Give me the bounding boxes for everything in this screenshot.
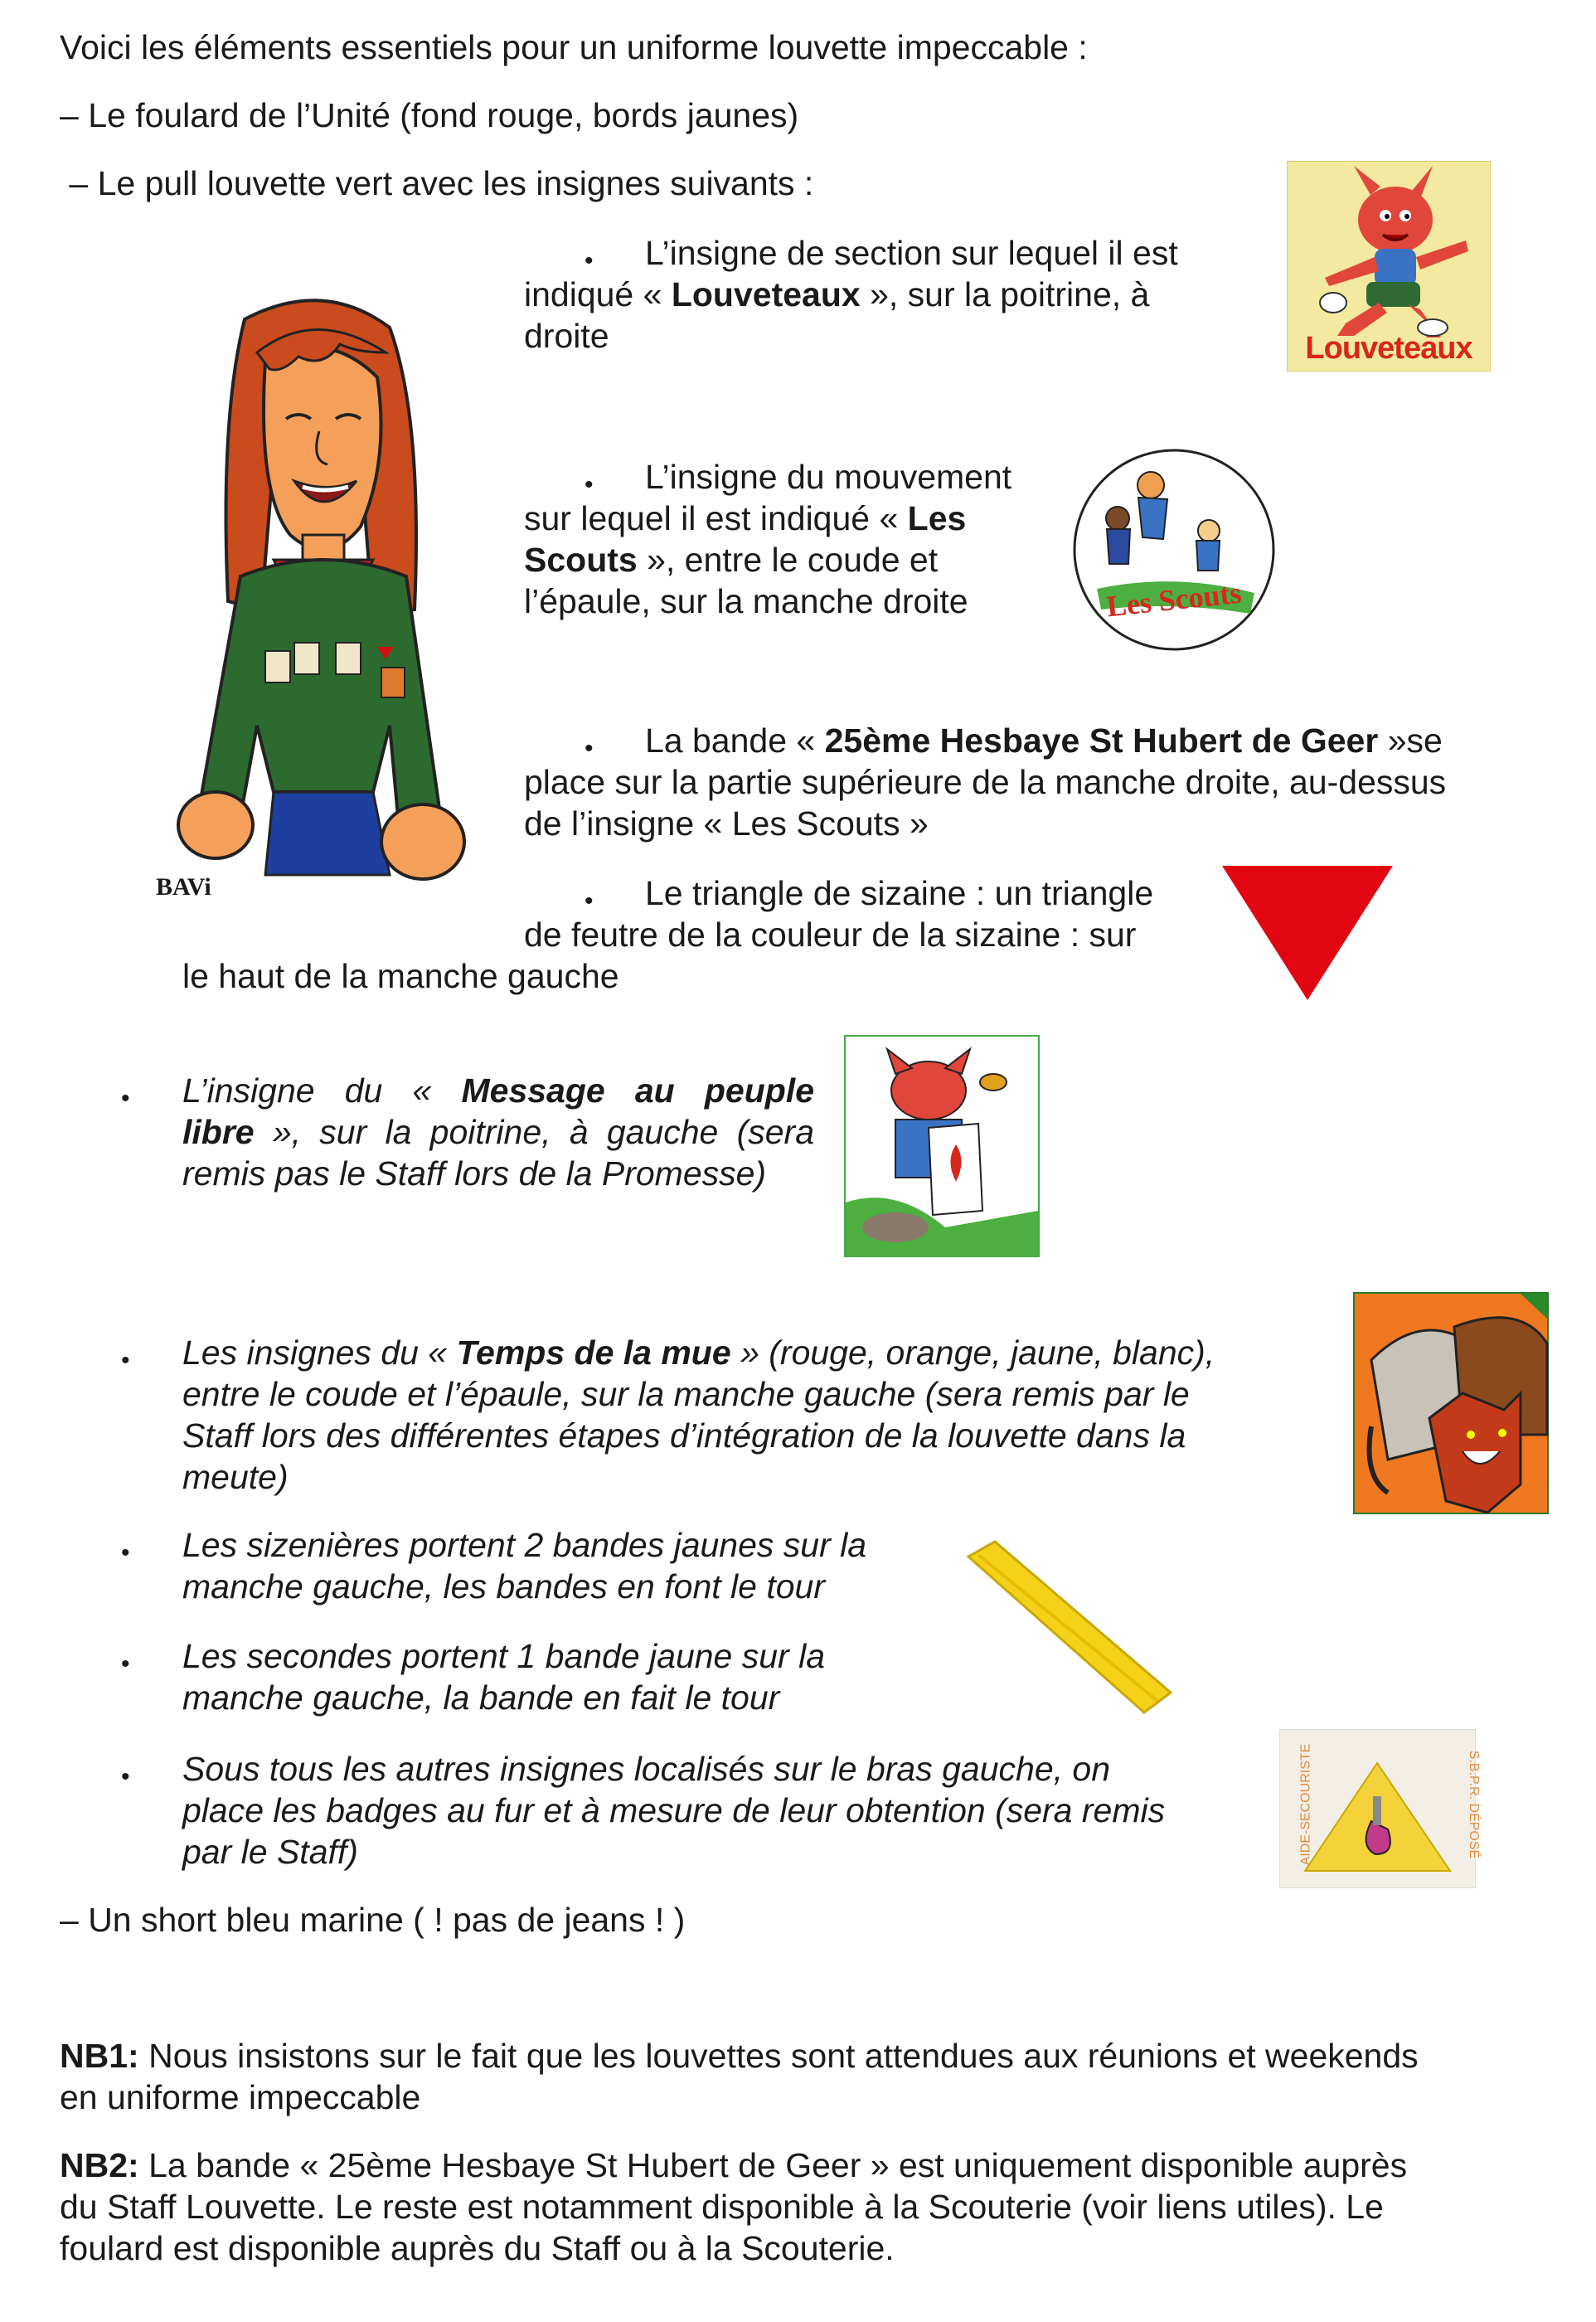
bullet: • — [121, 1763, 130, 1790]
triangle-line3: le haut de la manche gauche — [182, 957, 619, 995]
movement-badge-line1: L’insigne du mouvement — [645, 458, 1012, 496]
intro-foulard: – Le foulard de l’Unité (fond rouge, bords jaunes) — [60, 96, 799, 134]
nb2-line2: du Staff Louvette. Le reste est notamment disponible à la Scouterie (voir liens utiles). Le — [60, 2188, 1384, 2226]
aide-secouriste-badge — [1279, 1729, 1482, 1888]
louveteaux-logo — [1287, 161, 1491, 372]
movement-badge-line2: sur lequel il est indiqué « Les — [524, 499, 967, 537]
band-line2: place sur la partie supérieure de la manche droite, au-dessus — [524, 763, 1447, 801]
movement-badge-line4: l’épaule, sur la manche droite — [524, 582, 968, 620]
bullet: • — [121, 1650, 130, 1678]
bullet: • — [121, 1539, 130, 1567]
badges-line3: par le Staff) — [182, 1833, 358, 1871]
les-scouts-logo — [1072, 448, 1276, 652]
movement-badge-line3: Scouts », entre le coude et — [524, 541, 939, 579]
bullet: • — [121, 1347, 130, 1374]
sizenieres-line2: manche gauche, les bandes en font le tour — [182, 1567, 825, 1605]
intro-heading: Voici les éléments essentiels pour un uniforme louvette impeccable : — [60, 28, 1088, 66]
nb1-line1: NB1: Nous insistons sur le fait que les louvettes sont attendues aux réunions et weekends — [60, 2037, 1419, 2075]
section-badge-line2: indiqué « Louveteaux », sur la poitrine, à — [524, 275, 1150, 313]
sizenieres-line1: Les sizenières portent 2 bandes jaunes sur la — [182, 1526, 867, 1564]
band-line3: de l’insigne « Les Scouts » — [524, 804, 929, 843]
badges-line2: place les badges au fur et à mesure de leur obtention (sera remis — [182, 1791, 1166, 1829]
message-peuple-libre-badge — [844, 1035, 1040, 1257]
badges-line1: Sous tous les autres insignes localisés sur le bras gauche, on — [182, 1750, 1111, 1788]
bullet: • — [585, 887, 594, 915]
bullet: • — [585, 735, 594, 762]
short-line: – Un short bleu marine ( ! pas de jeans ! ) — [60, 1901, 686, 1939]
mue-paragraph: Les insignes du « Temps de la mue » (rouge, orange, jaune, blanc), entre le coude et l’épaule, sur la manche gauche (sera remis par le Staff lors des différentes étapes d’intégration de la louvette dans la meute) — [182, 1333, 1215, 1496]
secondes-line1: Les secondes portent 1 bande jaune sur la — [182, 1637, 825, 1675]
nb2-line3: foulard est disponible auprès du Staff ou à la Scouterie. — [60, 2229, 895, 2267]
section-badge-line3: droite — [524, 317, 609, 355]
band-line1: La bande « 25ème Hesbaye St Hubert de Geer »se — [645, 721, 1443, 760]
bullet: • — [585, 247, 594, 274]
secondes-line2: manche gauche, la bande en fait le tour — [182, 1678, 780, 1717]
bullet: • — [121, 1085, 130, 1112]
nb2-line1: NB2: La bande « 25ème Hesbaye St Hubert de Geer » est uniquement disponible auprès — [60, 2146, 1408, 2184]
nb1-line2: en uniforme impeccable — [60, 2078, 421, 2116]
triangle-line2: de feutre de la couleur de la sizaine : sur — [524, 916, 1137, 954]
intro-pull: – Le pull louvette vert avec les insignes suivants : — [60, 164, 814, 202]
les-scouts-logo-text: Les Scouts — [1104, 576, 1244, 624]
bullet: • — [585, 471, 594, 498]
yellow-band-icon — [962, 1538, 1177, 1721]
patch-left-text: AIDE-SECOURISTE — [1298, 1743, 1313, 1866]
red-triangle-icon — [1220, 862, 1395, 1003]
section-badge-line1: L’insigne de section sur lequel il est — [645, 234, 1178, 272]
louvette-illustration — [149, 294, 497, 941]
louveteaux-logo-text: Louveteaux — [1305, 331, 1472, 366]
patch-right-text: S.B.P.R. DÉPOSÉ — [1467, 1750, 1482, 1859]
triangle-line1: Le triangle de sizaine : un triangle — [645, 874, 1154, 912]
temps-de-la-mue-badge — [1353, 1292, 1549, 1514]
illustration-signature: BAVi — [156, 873, 211, 901]
message-paragraph: L’insigne du « Message au peuple libre », sur la poitrine, à gauche (sera remis pas le Staff lors de la Promesse) — [182, 1071, 815, 1193]
